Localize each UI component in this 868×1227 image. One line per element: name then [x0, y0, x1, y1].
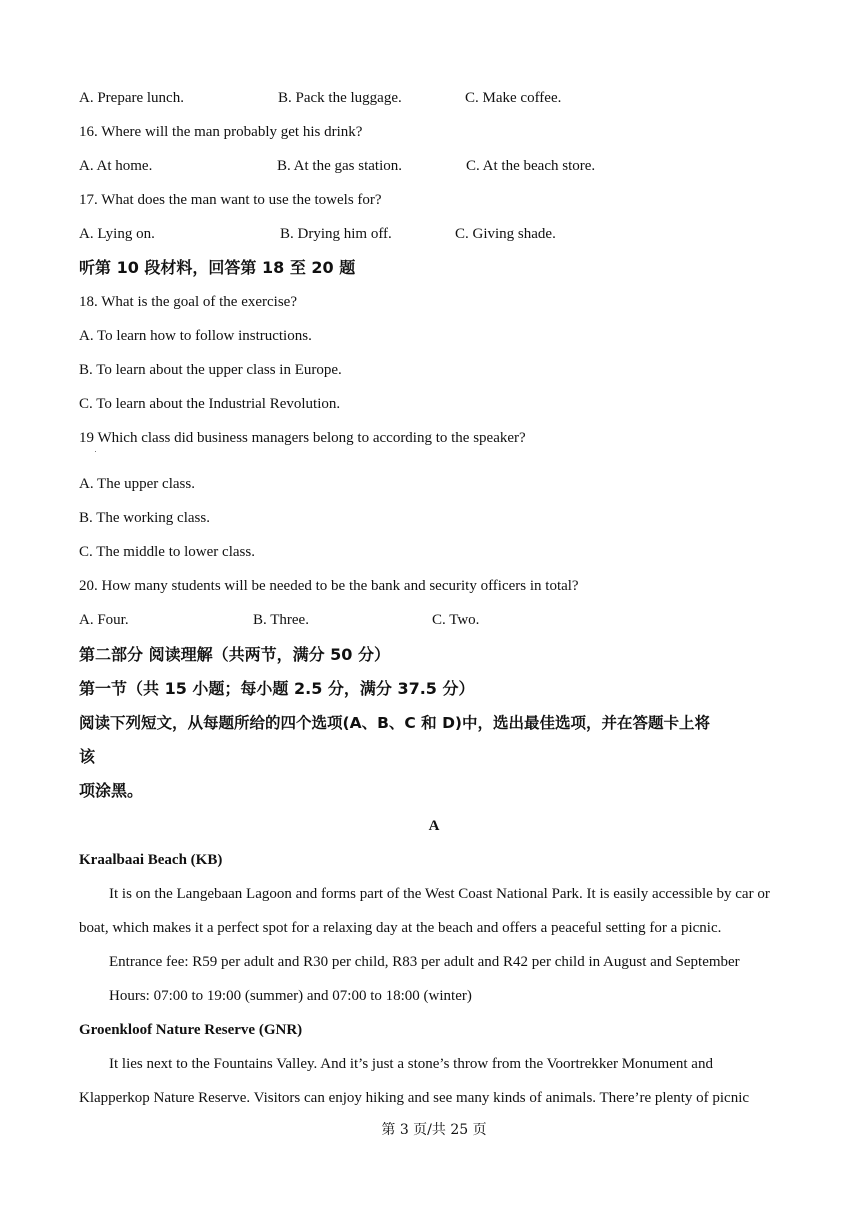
q17-option-c: C. Giving shade. [455, 226, 556, 242]
page-footer: 第 3 页/共 25 页 [381, 1122, 487, 1138]
kb-hours: Hours: 07:00 to 19:00 (summer) and 07:00 to 18:00 (winter) [109, 988, 472, 1004]
gnr-text-line1: It lies next to the Fountains Valley. And it’s just a stone’s throw from the Voortrekker Monument and [109, 1056, 713, 1072]
q16-option-a: A. At home. [79, 158, 153, 174]
q16-option-b: B. At the gas station. [277, 158, 402, 174]
kb-entrance-fee: Entrance fee: R59 per adult and R30 per child, R83 per adult and R42 per child in August and September [109, 954, 740, 970]
kb-title: Kraalbaai Beach (KB) [79, 852, 223, 868]
scan-speck [95, 451, 96, 452]
q20-question: 20. How many students will be needed to be the bank and security officers in total? [79, 578, 579, 594]
q17-question: 17. What does the man want to use the towels for? [79, 192, 382, 208]
q19-question: 19 Which class did business managers belong to according to the speaker? [79, 430, 526, 446]
q16-question: 16. Where will the man probably get his drink? [79, 124, 363, 140]
q19-option-b: B. The working class. [79, 510, 210, 526]
q18-option-c: C. To learn about the Industrial Revolution. [79, 396, 341, 412]
q20-option-c: C. Two. [432, 612, 480, 628]
kb-text-line2: boat, which makes it a perfect spot for a relaxing day at the beach and offers a peaceful setting for a picnic. [79, 920, 722, 936]
part2-section1: 第一节（共 15 小题；每小题 2.5 分，满分 37.5 分） [79, 679, 475, 698]
q19-option-a: A. The upper class. [79, 476, 195, 492]
q17-option-a: A. Lying on. [79, 226, 155, 242]
part2-instruction-line1: 阅读下列短文，从每题所给的四个选项(A、B、C 和 D)中，选出最佳选项，并在答题卡上将 [79, 714, 711, 732]
q19-option-c: C. The middle to lower class. [79, 544, 255, 560]
q15-option-b: B. Pack the luggage. [278, 90, 402, 106]
kb-text-line1: It is on the Langebaan Lagoon and forms part of the West Coast National Park. It is easily accessible by car or [109, 886, 770, 902]
q15-option-c: C. Make coffee. [465, 90, 562, 106]
q18-option-b: B. To learn about the upper class in Europe. [79, 362, 342, 378]
part2-instruction-line3: 项涂黑。 [79, 781, 144, 800]
q15-option-a: A. Prepare lunch. [79, 90, 184, 106]
q18-question: 18. What is the goal of the exercise? [79, 294, 297, 310]
q16-option-c: C. At the beach store. [466, 158, 596, 174]
passage-label: A [428, 818, 440, 834]
q17-option-b: B. Drying him off. [280, 226, 392, 242]
q18-option-a: A. To learn how to follow instructions. [79, 328, 312, 344]
part2-instruction-line2: 该 [79, 747, 96, 766]
section10-header: 听第 10 段材料，回答第 18 至 20 题 [79, 258, 356, 277]
part2-title: 第二部分 阅读理解（共两节，满分 50 分） [79, 645, 390, 664]
gnr-text-line2: Klapperkop Nature Reserve. Visitors can enjoy hiking and see many kinds of animals. There’re plenty of picnic [79, 1090, 750, 1106]
q20-option-a: A. Four. [79, 612, 129, 628]
gnr-title: Groenkloof Nature Reserve (GNR) [79, 1022, 303, 1038]
q20-option-b: B. Three. [253, 612, 309, 628]
